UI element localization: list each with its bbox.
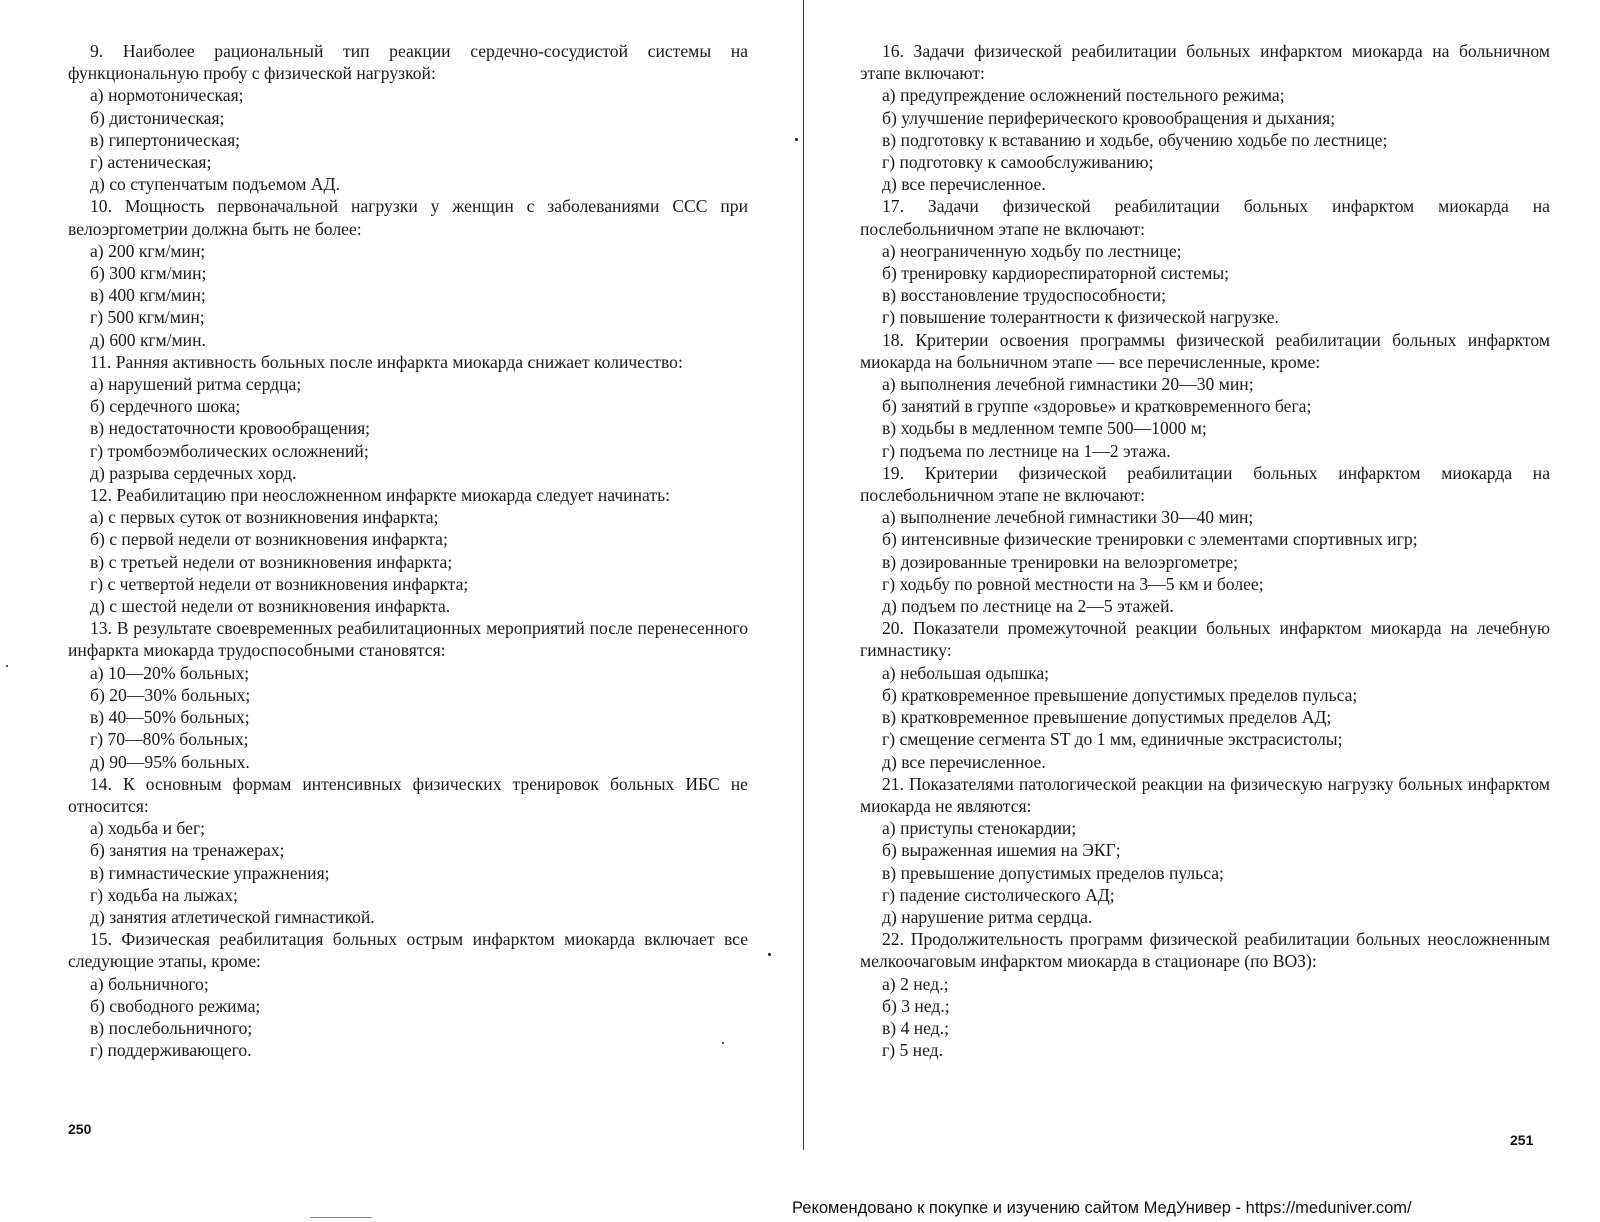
question-stem: 22. Продолжительность программ физической реабилитации больных неосложненным мелкоочаговым инфарктом миокарда в стационаре (по ВОЗ):	[860, 929, 1550, 972]
answer-option: д) со ступенчатым подъемом АД.	[90, 174, 340, 195]
answer-option: г) смещение сегмента ST до 1 мм, единичные экстрасистолы;	[882, 729, 1343, 750]
answer-option: г) 70—80% больных;	[90, 729, 249, 750]
question-stem: 20. Показатели промежуточной реакции больных инфарктом миокарда на лечебную гимнастику:	[860, 618, 1550, 661]
answer-option: б) занятия на тренажерах;	[90, 840, 285, 861]
question-20	[860, 617, 1550, 772]
answer-option: д) 600 кгм/мин.	[90, 329, 206, 350]
answer-option: б) 300 кгм/мин;	[90, 263, 207, 284]
answer-option: б) 3 нед.;	[882, 995, 950, 1016]
scan-speck	[768, 953, 771, 956]
answer-option: а) нарушений ритма сердца;	[90, 374, 302, 395]
page-number-right: 251	[1510, 1132, 1534, 1148]
question-22	[860, 928, 1550, 1061]
question-15	[68, 928, 748, 1061]
question-18	[860, 329, 1550, 462]
book-spine-divider	[803, 0, 804, 1150]
answer-option: г) астеническая;	[90, 152, 212, 173]
answer-option: г) 5 нед.	[882, 1040, 944, 1061]
answer-option: а) выполнение лечебной гимнастики 30—40 мин;	[882, 507, 1254, 528]
answer-option: д) все перечисленное.	[882, 174, 1046, 195]
answer-option: а) 10—20% больных;	[90, 662, 250, 683]
answer-option: б) занятий в группе «здоровье» и кратковременного бега;	[882, 396, 1312, 417]
answer-option: б) интенсивные физические тренировки с элементами спортивных игр;	[882, 529, 1418, 550]
answer-option: д) подъем по лестнице на 2—5 этажей.	[882, 596, 1174, 617]
question-stem: 13. В результате своевременных реабилитационных мероприятий после перенесенного инфаркта миокарда трудоспособными становятся:	[68, 618, 748, 661]
answer-option: в) 40—50% больных;	[90, 707, 250, 728]
answer-option: а) неограниченную ходьбу по лестнице;	[882, 240, 1182, 261]
answer-option: а) предупреждение осложнений постельного режима;	[882, 85, 1285, 106]
question-stem: 21. Показателями патологической реакции на физическую нагрузку больных инфарктом миокарда не являются:	[860, 773, 1550, 816]
answer-option: б) улучшение периферического кровообращения и дыхания;	[882, 107, 1336, 128]
answer-option: в) 400 кгм/мин;	[90, 285, 206, 306]
answer-option: а) выполнения лечебной гимнастики 20—30 мин;	[882, 374, 1254, 395]
scan-speck	[6, 665, 8, 667]
answer-option: б) дистоническая;	[90, 107, 225, 128]
answer-option: в) гипертоническая;	[90, 129, 241, 150]
answer-option: а) ходьба и бег;	[90, 818, 206, 839]
answer-option: в) послебольничного;	[90, 1017, 253, 1038]
question-stem: 10. Мощность первоначальной нагрузки у женщин с заболеваниями ССС при велоэргометрии должна быть не более:	[68, 196, 748, 239]
question-14	[68, 773, 748, 928]
question-16	[860, 40, 1550, 195]
answer-option: в) гимнастические упражнения;	[90, 862, 330, 883]
question-19	[860, 462, 1550, 617]
question-11	[68, 351, 748, 484]
answer-option: в) восстановление трудоспособности;	[882, 285, 1167, 306]
answer-option: б) выраженная ишемия на ЭКГ;	[882, 840, 1121, 861]
answer-option: в) дозированные тренировки на велоэргометре;	[882, 551, 1238, 572]
question-12	[68, 484, 748, 617]
answer-option: д) занятия атлетической гимнастикой.	[90, 906, 375, 927]
answer-option: б) с первой недели от возникновения инфаркта;	[90, 529, 448, 550]
answer-option: г) тромбоэмболических осложнений;	[90, 440, 369, 461]
answer-option: г) ходьба на лыжах;	[90, 884, 238, 905]
right-page	[860, 40, 1550, 1061]
answer-option: а) приступы стенокардии;	[882, 818, 1077, 839]
answer-option: г) 500 кгм/мин;	[90, 307, 205, 328]
answer-option: д) 90—95% больных.	[90, 751, 250, 772]
answer-option: б) кратковременное превышение допустимых пределов пульса;	[882, 684, 1358, 705]
question-stem: 18. Критерии освоения программы физической реабилитации больных инфарктом миокарда на больничном этапе — все перечисленные, кроме:	[860, 329, 1550, 372]
answer-option: г) падение систолического АД;	[882, 884, 1115, 905]
answer-option: в) кратковременное превышение допустимых пределов АД;	[882, 707, 1332, 728]
question-stem: 12. Реабилитацию при неосложненном инфаркте миокарда следует начинать:	[90, 485, 671, 506]
footer-rule	[310, 1217, 372, 1218]
question-21	[860, 773, 1550, 928]
answer-option: а) с первых суток от возникновения инфаркта;	[90, 507, 439, 528]
answer-option: б) тренировку кардиореспираторной системы;	[882, 263, 1230, 284]
answer-option: г) поддерживающего.	[90, 1040, 252, 1061]
question-17	[860, 195, 1550, 328]
question-stem: 16. Задачи физической реабилитации больных инфарктом миокарда на больничном этапе включают:	[860, 41, 1550, 84]
question-stem: 15. Физическая реабилитация больных острым инфарктом миокарда включает все следующие этапы, кроме:	[68, 929, 748, 972]
answer-option: в) 4 нед.;	[882, 1017, 949, 1038]
answer-option: б) свободного режима;	[90, 995, 261, 1016]
answer-option: в) превышение допустимых пределов пульса;	[882, 862, 1224, 883]
answer-option: б) сердечного шока;	[90, 396, 241, 417]
question-10	[68, 195, 748, 350]
answer-option: а) больничного;	[90, 973, 209, 994]
answer-option: г) подъема по лестнице на 1—2 этажа.	[882, 440, 1171, 461]
answer-option: а) нормотоническая;	[90, 85, 244, 106]
question-13	[68, 617, 748, 772]
answer-option: а) 2 нед.;	[882, 973, 949, 994]
question-stem: 9. Наиболее рациональный тип реакции сердечно-сосудистой системы на функциональную пробу с физической нагрузкой:	[68, 41, 748, 84]
answer-option: д) с шестой недели от возникновения инфаркта.	[90, 596, 451, 617]
answer-option: д) разрыва сердечных хорд.	[90, 462, 297, 483]
question-stem: 19. Критерии физической реабилитации больных инфарктом миокарда на послебольничном этапе не включают:	[860, 462, 1550, 506]
answer-option: а) 200 кгм/мин;	[90, 240, 206, 261]
answer-option: в) недостаточности кровообращения;	[90, 418, 371, 439]
answer-option: г) подготовку к самообслуживанию;	[882, 152, 1154, 173]
answer-option: в) ходьбы в медленном темпе 500—1000 м;	[882, 418, 1207, 439]
answer-option: в) подготовку к вставанию и ходьбе, обучению ходьбе по лестнице;	[882, 129, 1388, 150]
question-stem: 14. К основным формам интенсивных физических тренировок больных ИБС не относится:	[68, 773, 748, 816]
answer-option: а) небольшая одышка;	[882, 662, 1050, 683]
page-number-left: 250	[68, 1121, 92, 1137]
answer-option: г) ходьбу по ровной местности на 3—5 км и более;	[882, 573, 1264, 594]
answer-option: г) повышение толерантности к физической нагрузке.	[882, 307, 1279, 328]
question-9	[68, 40, 748, 195]
question-stem: 17. Задачи физической реабилитации больных инфарктом миокарда на послебольничном этапе не включают:	[860, 196, 1550, 239]
left-page	[68, 40, 748, 1061]
scan-speck	[795, 138, 798, 141]
answer-option: д) нарушение ритма сердца.	[882, 906, 1093, 927]
question-stem: 11. Ранняя активность больных после инфаркта миокарда снижает количество:	[90, 351, 683, 372]
footer-text: Рекомендовано к покупке и изучению сайтом МедУнивер - https://meduniver.com/	[792, 1199, 1412, 1217]
scan-speck	[722, 1042, 724, 1044]
answer-option: д) все перечисленное.	[882, 751, 1046, 772]
answer-option: г) с четвертой недели от возникновения инфаркта;	[90, 573, 469, 594]
answer-option: в) с третьей недели от возникновения инфаркта;	[90, 551, 453, 572]
answer-option: б) 20—30% больных;	[90, 684, 251, 705]
